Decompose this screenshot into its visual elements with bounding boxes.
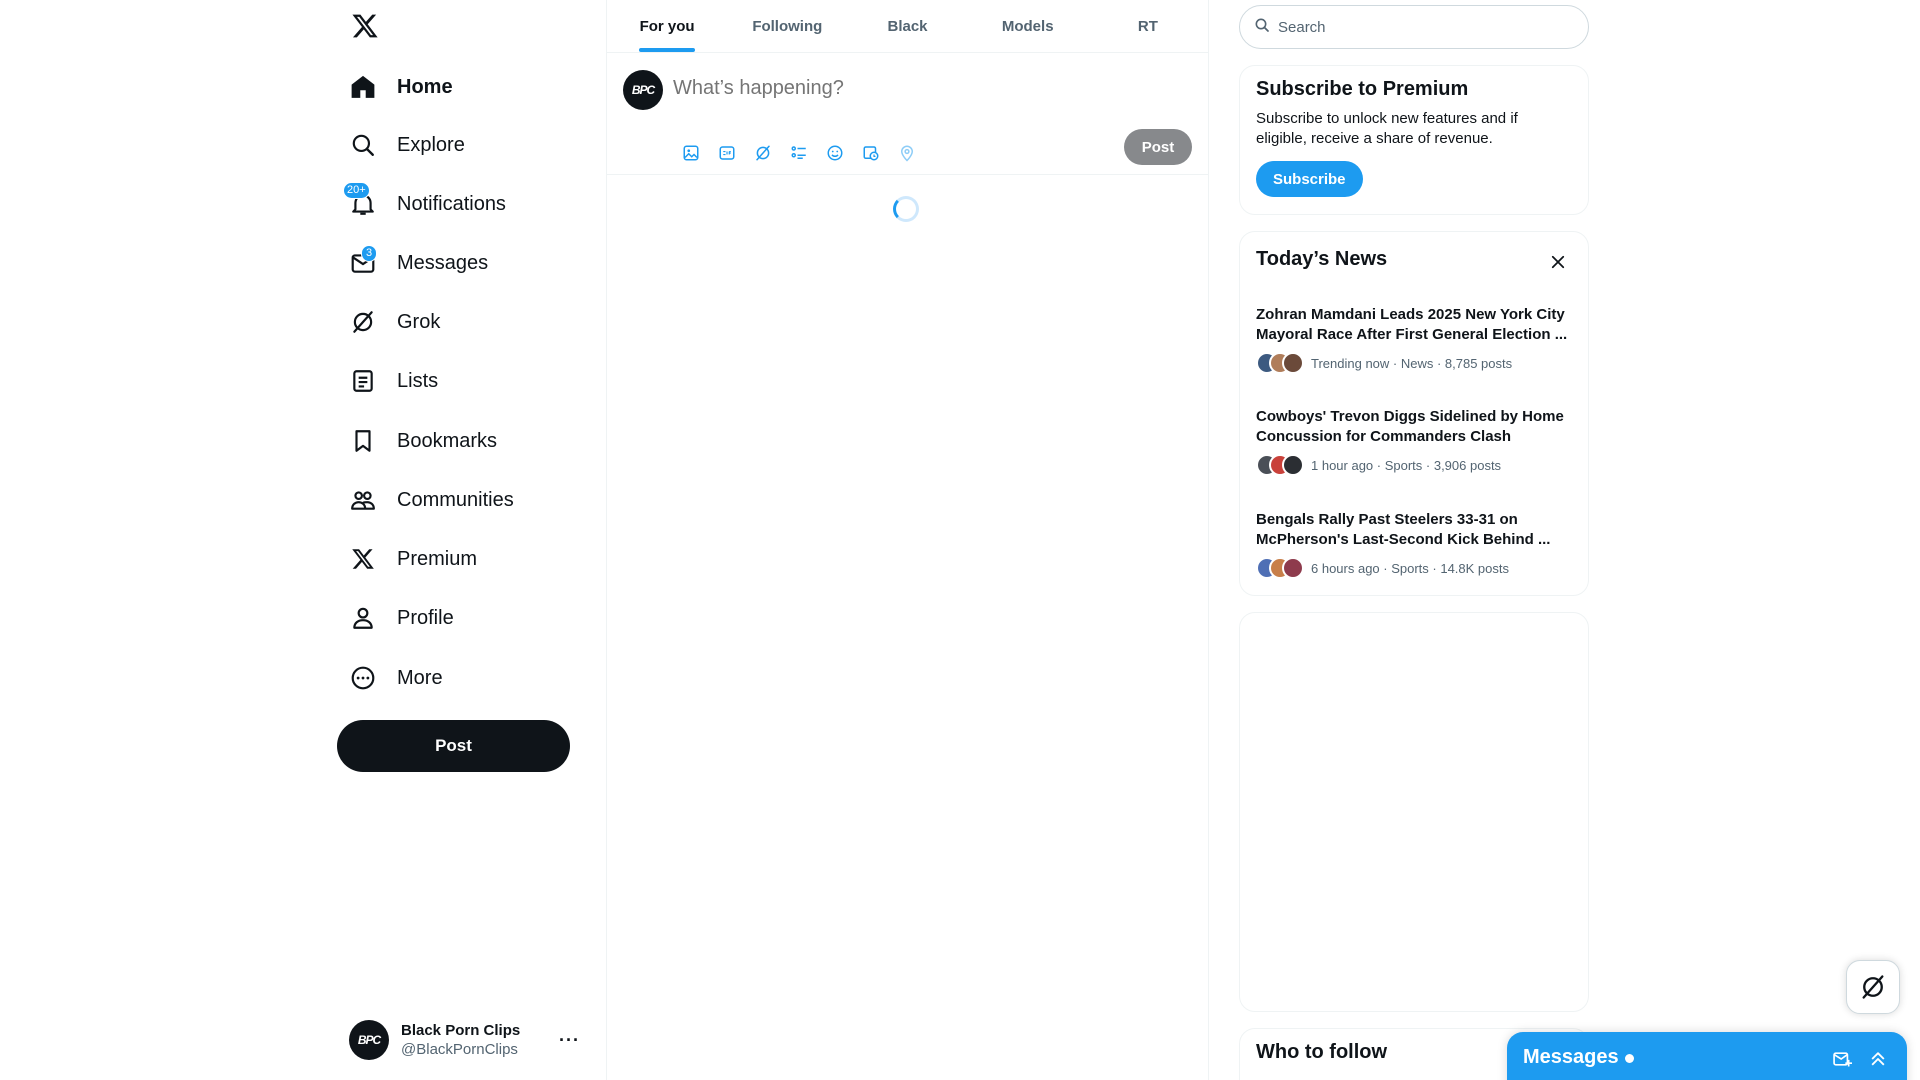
news-meta <box>1256 352 1574 374</box>
account-text <box>401 1022 559 1058</box>
messages-drawer[interactable] <box>1507 1032 1907 1080</box>
main-timeline <box>606 0 1209 1080</box>
nav-messages[interactable] <box>337 238 500 288</box>
communities-icon <box>349 486 377 514</box>
close-icon[interactable] <box>1546 250 1570 274</box>
timeline-tabs <box>607 0 1208 53</box>
news-headline: Zohran Mamdani Leads 2025 New York City Mayoral Race After First General Election ... <box>1256 306 1568 343</box>
messages-drawer-actions <box>1829 1046 1891 1072</box>
loading-spinner <box>893 196 919 222</box>
search-icon <box>349 131 377 159</box>
tab-label: Models <box>1001 17 1054 35</box>
tab-label: Black <box>887 17 928 35</box>
nav-communities[interactable] <box>337 475 526 525</box>
composer-avatar[interactable]: BPC <box>623 70 663 110</box>
more-dots-icon: ··· <box>559 1029 580 1050</box>
nav-more[interactable] <box>337 653 455 703</box>
tab-rt[interactable] <box>1088 0 1208 52</box>
home-icon <box>349 73 377 101</box>
avatar <box>1282 557 1304 579</box>
empty-card <box>1239 612 1589 1012</box>
subscribe-button[interactable]: Subscribe <box>1256 161 1363 197</box>
envelope-icon <box>349 249 377 277</box>
nav-label: Profile <box>397 606 454 629</box>
unread-dot <box>1625 1054 1634 1063</box>
grok-icon <box>1859 973 1887 1001</box>
grok-floating-button[interactable] <box>1846 960 1900 1014</box>
nav-label: Lists <box>397 369 439 392</box>
nav-label: More <box>397 666 443 689</box>
image-icon[interactable] <box>673 135 709 171</box>
tab-following[interactable] <box>727 0 847 52</box>
news-meta <box>1256 557 1574 579</box>
nav-lists[interactable] <box>337 356 450 406</box>
poll-icon[interactable] <box>781 135 817 171</box>
premium-card <box>1239 65 1589 215</box>
messages-badge: 3 <box>361 245 377 262</box>
nav-notifications[interactable] <box>337 179 518 229</box>
tab-label: Following <box>752 17 823 35</box>
nav-explore[interactable] <box>337 120 477 170</box>
news-headline: Bengals Rally Past Steelers 33-31 on McPherson's Last-Second Kick Behind ... <box>1256 511 1551 548</box>
nav-premium[interactable] <box>337 534 489 584</box>
nav-bookmarks[interactable] <box>337 416 509 466</box>
emoji-icon[interactable] <box>817 135 853 171</box>
nav-label: Notifications <box>397 192 506 215</box>
compose-input[interactable] <box>673 77 1173 100</box>
nav-label: Home <box>397 75 453 98</box>
account-handle: @BlackPornClips <box>401 1041 518 1058</box>
avatar <box>1282 352 1304 374</box>
nav-label: Explore <box>397 133 465 156</box>
post-button[interactable]: Post <box>337 720 570 772</box>
post-composer <box>607 53 1208 175</box>
list-icon <box>349 367 377 395</box>
grok-icon[interactable] <box>745 135 781 171</box>
search-input[interactable] <box>1278 19 1558 36</box>
location-icon[interactable] <box>889 135 925 171</box>
nav-label: Premium <box>397 547 478 570</box>
news-meta <box>1256 454 1574 476</box>
account-switcher[interactable] <box>337 1010 592 1070</box>
tab-models[interactable] <box>968 0 1088 52</box>
right-sidebar <box>1239 0 1589 1080</box>
nav-home[interactable] <box>337 62 465 112</box>
avatar: BPC <box>349 1020 389 1060</box>
person-icon <box>349 604 377 632</box>
messages-drawer-title: Messages <box>1523 1046 1619 1068</box>
more-circle-icon <box>349 664 377 692</box>
chevron-up-icon[interactable] <box>1865 1046 1891 1072</box>
bell-icon <box>347 184 377 218</box>
avatar-stack <box>1256 352 1295 374</box>
compose-post-button[interactable]: Post <box>1124 129 1192 165</box>
schedule-icon[interactable] <box>853 135 889 171</box>
todays-news-card <box>1239 231 1589 596</box>
active-tab-indicator <box>639 48 695 52</box>
news-meta-text: Trending now · News · 8,785 posts <box>1311 355 1513 371</box>
who-to-follow-title: Who to follow <box>1256 1041 1388 1063</box>
nav-grok[interactable] <box>337 297 452 347</box>
news-headline: Cowboys' Trevon Diggs Sidelined by Home Concussion for Commanders Clash <box>1256 408 1564 445</box>
news-item[interactable] <box>1256 407 1574 476</box>
gif-icon[interactable] <box>709 135 745 171</box>
composer-toolbar <box>673 135 925 171</box>
account-name: Black Porn Clips <box>401 1022 521 1039</box>
news-item[interactable] <box>1256 305 1574 374</box>
premium-title: Subscribe to Premium <box>1256 78 1469 100</box>
nav-label: Bookmarks <box>397 429 498 452</box>
grok-icon <box>349 308 377 336</box>
avatar-stack <box>1256 557 1295 579</box>
search-icon <box>1254 17 1270 38</box>
nav-label: Messages <box>397 251 489 274</box>
tab-black[interactable] <box>847 0 967 52</box>
nav-profile[interactable] <box>337 593 466 643</box>
avatar-stack <box>1256 454 1295 476</box>
premium-description: Subscribe to unlock new features and if eligible, receive a share of revenue. <box>1256 110 1518 147</box>
nav-label: Communities <box>397 488 514 511</box>
tab-label: RT <box>1137 17 1158 35</box>
bookmark-icon <box>349 427 377 455</box>
avatar <box>1282 454 1304 476</box>
news-meta-text: 1 hour ago · Sports · 3,906 posts <box>1311 457 1502 473</box>
notification-badge: 20+ <box>343 182 370 199</box>
search-box[interactable] <box>1239 5 1589 49</box>
x-logo-icon[interactable] <box>349 10 381 42</box>
left-sidebar <box>337 0 603 1080</box>
nav-label: Grok <box>397 310 441 333</box>
tab-label: For you <box>639 17 695 35</box>
news-meta-text: 6 hours ago · Sports · 14.8K posts <box>1311 560 1509 576</box>
news-item[interactable] <box>1256 510 1574 579</box>
tab-for-you[interactable] <box>607 0 727 52</box>
new-message-icon[interactable] <box>1829 1046 1855 1072</box>
x-logo-icon <box>349 545 377 573</box>
news-title: Today’s News <box>1256 248 1388 270</box>
